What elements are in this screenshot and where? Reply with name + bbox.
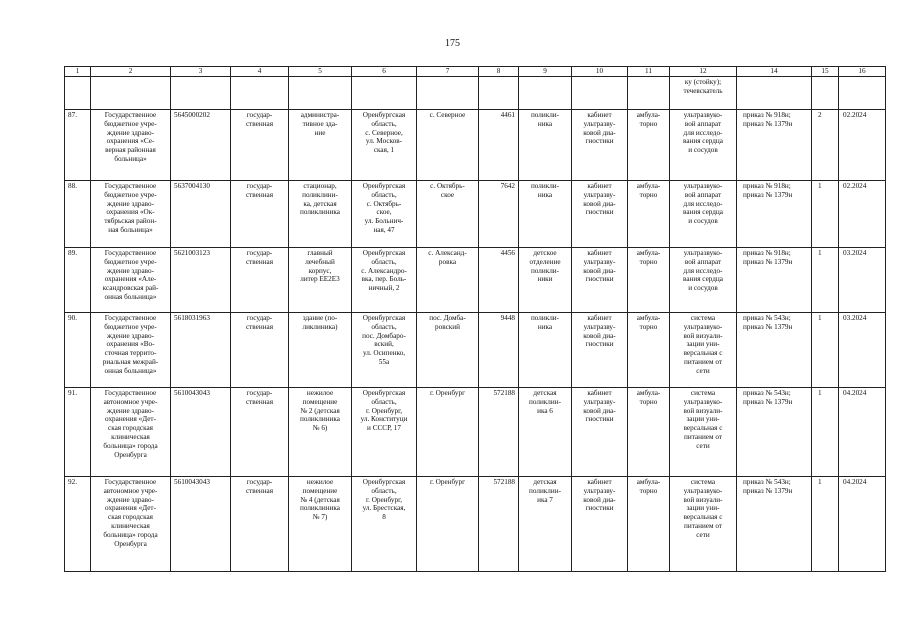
inn-cell: 5637004130 <box>171 181 231 248</box>
column-header: 9 <box>519 67 572 77</box>
table-row <box>65 313 886 388</box>
care-type-cell: амбула- торно <box>628 313 670 388</box>
room-cell: кабинет ультразву- ковой диа- гностики <box>572 181 628 248</box>
address-cell: Оренбургская область, с. Октябрь- ское, ул. Больнич- ная, 47 <box>352 181 417 248</box>
settlement-cell: с. Александ- ровка <box>417 248 479 313</box>
equipment-cell: система ультразвуко- вой визуали- зации уни- версальная с питанием от сети <box>670 388 737 477</box>
date-cell: 03.2024 <box>839 248 886 313</box>
date-cell: 03.2024 <box>839 313 886 388</box>
building-cell: главный лечебный корпус, литер ЕЕ2Е3 <box>289 248 352 313</box>
row-number-cell: 91. <box>65 388 91 477</box>
table-row <box>65 477 886 572</box>
building-cell: нежилое помещение № 2 (детская поликлиника № 6) <box>289 388 352 477</box>
address-cell: Оренбургская область, с. Александро- вка, пер. Боль- ничный, 2 <box>352 248 417 313</box>
care-type-cell: амбула- торно <box>628 388 670 477</box>
organization-cell: Государственное бюджетное учре- ждение здраво- охранения «Але- ксандровская рай- онная больница» <box>91 248 171 313</box>
settlement-cell: г. Оренбург <box>417 388 479 477</box>
room-cell: кабинет ультразву- ковой диа- гностики <box>572 110 628 181</box>
quantity-cell: 1 <box>812 388 839 477</box>
inn-cell: 5621003123 <box>171 248 231 313</box>
equipment-table <box>64 66 886 572</box>
equipment-cell: ку (стойку); течевскатель <box>670 77 737 110</box>
population-cell: 572188 <box>479 477 519 572</box>
equipment-cell: система ультразвуко- вой визуали- зации уни- версальная с питанием от сети <box>670 313 737 388</box>
address-cell: Оренбургская область, с. Северное, ул. Москов- ская, 1 <box>352 110 417 181</box>
order-cell: приказ № 543н; приказ № 1379н <box>737 477 812 572</box>
settlement-cell: с. Октябрь- ское <box>417 181 479 248</box>
row-number-cell: 89. <box>65 248 91 313</box>
population-cell: 572188 <box>479 388 519 477</box>
population-cell: 4461 <box>479 110 519 181</box>
unit-cell: детская поликлин- ика 6 <box>519 388 572 477</box>
unit-cell: поликли- ника <box>519 313 572 388</box>
unit-cell: поликли- ника <box>519 181 572 248</box>
table-row <box>65 181 886 248</box>
inn-cell: 5645000202 <box>171 110 231 181</box>
address-cell: Оренбургская область, пос. Домбаро- вский, ул. Осипенко, 55а <box>352 313 417 388</box>
table-row <box>65 248 886 313</box>
equipment-cell: ультразвуко- вой аппарат для исследо- вания сердца и сосудов <box>670 248 737 313</box>
ownership-cell: государ- ственная <box>231 110 289 181</box>
care-type-cell: амбула- торно <box>628 110 670 181</box>
ownership-cell: государ- ственная <box>231 313 289 388</box>
continuation-row <box>65 77 886 110</box>
table-row <box>65 110 886 181</box>
date-cell: 02.2024 <box>839 110 886 181</box>
organization-cell: Государственное бюджетное учре- ждение здраво- охранения «Се- верная районная больница» <box>91 110 171 181</box>
column-header: 2 <box>91 67 171 77</box>
settlement-cell: г. Оренбург <box>417 477 479 572</box>
header-row <box>65 67 886 77</box>
building-cell: стационар, поликлини- ка, детская поликлиника <box>289 181 352 248</box>
column-header: 14 <box>737 67 812 77</box>
population-cell: 4456 <box>479 248 519 313</box>
settlement-cell: пос. Домба- ровский <box>417 313 479 388</box>
building-cell: нежилое помещение № 4 (детская поликлиника № 7) <box>289 477 352 572</box>
organization-cell: Государственное бюджетное учре- ждение здраво- охранения «Во- сточная террито- риальная межрай- онная больница» <box>91 313 171 388</box>
organization-cell: Государственное бюджетное учре- ждение здраво- охранения «Ок- тябрьская район- ная больница» <box>91 181 171 248</box>
row-number-cell: 92. <box>65 477 91 572</box>
room-cell: кабинет ультразву- ковой диа- гностики <box>572 248 628 313</box>
page-number: 175 <box>445 38 460 49</box>
room-cell: кабинет ультразву- ковой диа- гностики <box>572 477 628 572</box>
quantity-cell: 1 <box>812 313 839 388</box>
address-cell: Оренбургская область, г. Оренбург, ул. Конституци и СССР, 17 <box>352 388 417 477</box>
column-header: 3 <box>171 67 231 77</box>
organization-cell: Государственное автономное учре- ждение здраво- охранения «Дет- ская городская клиническая больница» города Оренбурга <box>91 477 171 572</box>
quantity-cell: 1 <box>812 181 839 248</box>
population-cell: 9448 <box>479 313 519 388</box>
quantity-cell: 2 <box>812 110 839 181</box>
date-cell: 04.2024 <box>839 477 886 572</box>
table-row <box>65 388 886 477</box>
settlement-cell: с. Северное <box>417 110 479 181</box>
order-cell: приказ № 918н; приказ № 1379н <box>737 181 812 248</box>
column-header: 12 <box>670 67 737 77</box>
equipment-cell: ультразвуко- вой аппарат для исследо- вания сердца и сосудов <box>670 110 737 181</box>
quantity-cell: 1 <box>812 248 839 313</box>
inn-cell: 5610043043 <box>171 388 231 477</box>
order-cell: приказ № 543н; приказ № 1379н <box>737 313 812 388</box>
column-header: 10 <box>572 67 628 77</box>
population-cell: 7642 <box>479 181 519 248</box>
date-cell: 04.2024 <box>839 388 886 477</box>
ownership-cell: государ- ственная <box>231 181 289 248</box>
column-header: 1 <box>65 67 91 77</box>
inn-cell: 5618031963 <box>171 313 231 388</box>
building-cell: администра- тивное зда- ние <box>289 110 352 181</box>
ownership-cell: государ- ственная <box>231 248 289 313</box>
order-cell: приказ № 918н; приказ № 1379н <box>737 248 812 313</box>
equipment-cell: система ультразвуко- вой визуали- зации уни- версальная с питанием от сети <box>670 477 737 572</box>
unit-cell: поликли- ника <box>519 110 572 181</box>
care-type-cell: амбула- торно <box>628 248 670 313</box>
unit-cell: детское отделение поликли- ники <box>519 248 572 313</box>
row-number-cell: 87. <box>65 110 91 181</box>
building-cell: здание (по- ликлиника) <box>289 313 352 388</box>
ownership-cell: государ- ственная <box>231 477 289 572</box>
row-number-cell: 90. <box>65 313 91 388</box>
column-header: 4 <box>231 67 289 77</box>
ownership-cell: государ- ственная <box>231 388 289 477</box>
unit-cell: детская поликлин- ика 7 <box>519 477 572 572</box>
column-header: 7 <box>417 67 479 77</box>
column-header: 6 <box>352 67 417 77</box>
column-header: 15 <box>812 67 839 77</box>
column-header: 16 <box>839 67 886 77</box>
equipment-cell: ультразвуко- вой аппарат для исследо- вания сердца и сосудов <box>670 181 737 248</box>
order-cell: приказ № 543н; приказ № 1379н <box>737 388 812 477</box>
inn-cell: 5610043043 <box>171 477 231 572</box>
quantity-cell: 1 <box>812 477 839 572</box>
room-cell: кабинет ультразву- ковой диа- гностики <box>572 388 628 477</box>
care-type-cell: амбула- торно <box>628 477 670 572</box>
date-cell: 02.2024 <box>839 181 886 248</box>
column-header: 5 <box>289 67 352 77</box>
column-header: 11 <box>628 67 670 77</box>
row-number-cell: 88. <box>65 181 91 248</box>
column-header: 8 <box>479 67 519 77</box>
address-cell: Оренбургская область, г. Оренбург, ул. Брестская, 8 <box>352 477 417 572</box>
care-type-cell: амбула- торно <box>628 181 670 248</box>
organization-cell: Государственное автономное учре- ждение здраво- охранения «Дет- ская городская клиническая больница» города Оренбурга <box>91 388 171 477</box>
order-cell: приказ № 918н; приказ № 1379н <box>737 110 812 181</box>
room-cell: кабинет ультразву- ковой диа- гностики <box>572 313 628 388</box>
